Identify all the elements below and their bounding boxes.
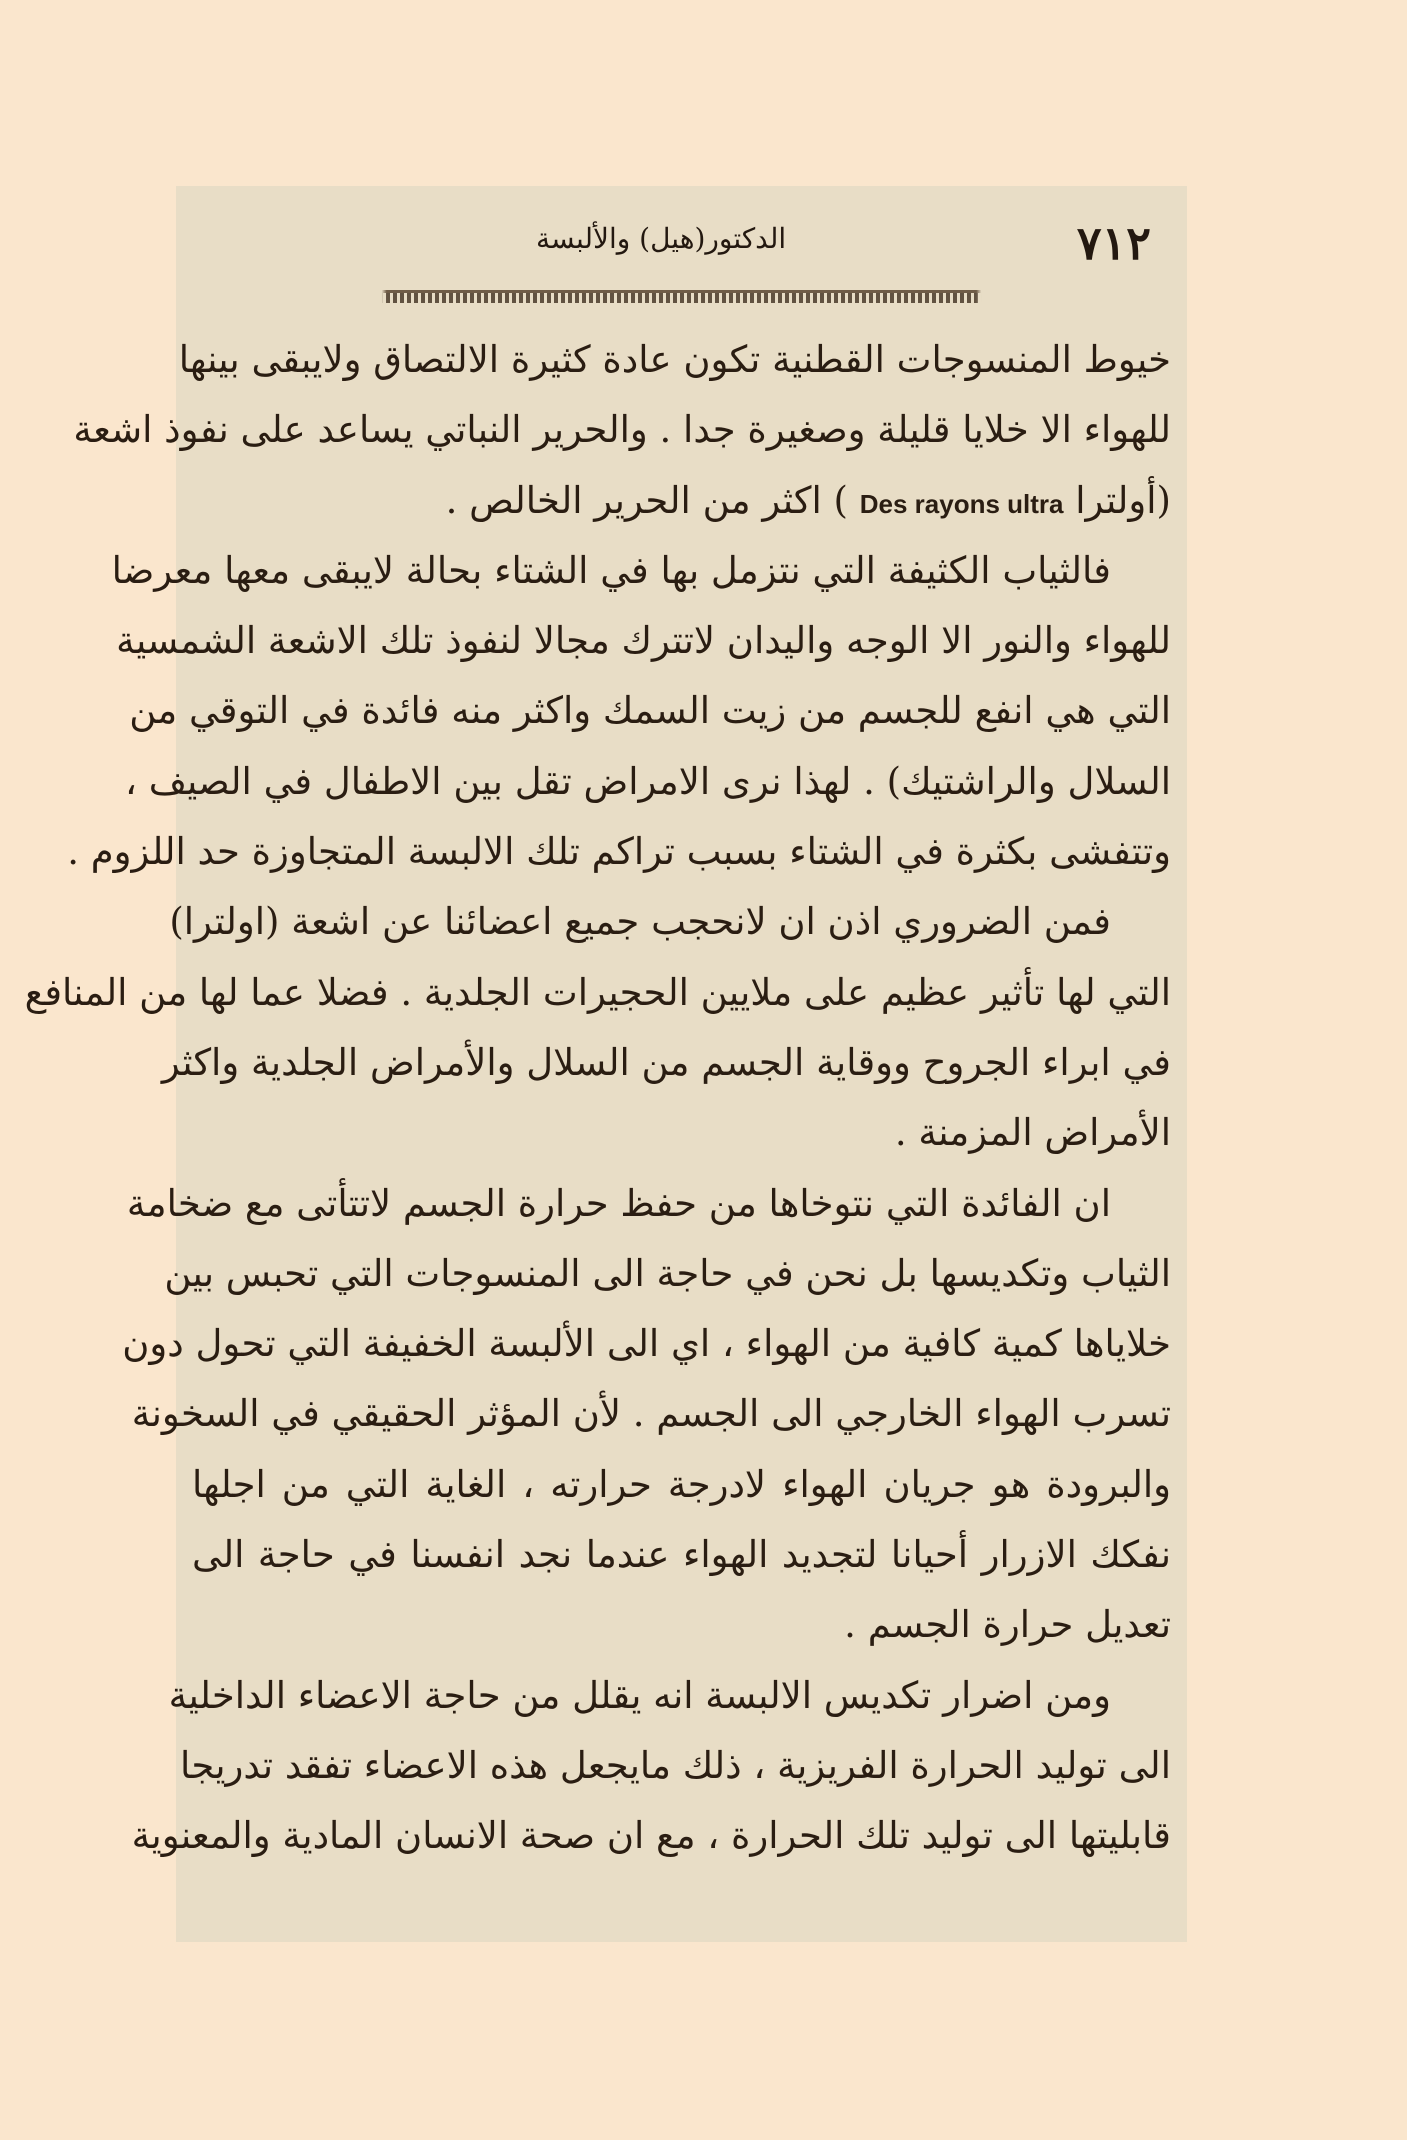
text-line: والبرودة هو جريان الهواء لادرجة حرارته ، الغاية التي من اجلها (192, 1462, 1171, 1506)
text-line: فالثياب الكثيفة التي نتزمل بها في الشتاء بحالة لايبقى معها معرضا (111, 548, 1111, 592)
text-line: قابليتها الى توليد تلك الحرارة ، مع ان صحة الانسان المادية والمعنوية (131, 1814, 1171, 1858)
text-line: فمن الضروري اذن ان لانحجب جميع اعضائنا عن اشعة (اولترا) (169, 900, 1111, 944)
text-line: التي هي انفع للجسم من زيت السمك واكثر منه فائدة في التوقي من (129, 689, 1171, 733)
text-line: التي لها تأثير عظيم على ملايين الحجيرات الجلدية . فضلا عما لها من المنافع (24, 970, 1171, 1014)
text-line: تسرب الهواء الخارجي الى الجسم . لأن المؤثر الحقيقي في السخونة (131, 1392, 1171, 1436)
header-rule (190, 290, 1173, 303)
body-text (24, 325, 1173, 1872)
text-fragment: (أولترا (1063, 478, 1171, 522)
text-line: للهواء والنور الا الوجه واليدان لاتترك مجالا لنفوذ تلك الاشعة الشمسية (116, 619, 1171, 663)
page-number: ٧١٢ (1076, 216, 1151, 270)
latin-term: Des rayons ultra (859, 488, 1064, 519)
text-line: خيوط المنسوجات القطنية تكون عادة كثيرة الالتصاق ولايبقى بينها (178, 338, 1171, 381)
text-line: ان الفائدة التي نتوخاها من حفظ حرارة الجسم لاتتأتى مع ضخامة (126, 1181, 1111, 1225)
text-line: في ابراء الجروح ووقاية الجسم من السلال والأمراض الجلدية واكثر (161, 1040, 1171, 1084)
text-line: للهواء الا خلايا قليلة وصغيرة جدا . والحرير النباتي يساعد على نفوذ اشعة (73, 408, 1171, 452)
text-line: خلاياها كمية كافية من الهواء ، اي الى الألبسة الخفيفة التي تحول دون (122, 1322, 1171, 1366)
text-line: الى توليد الحرارة الفريزية ، ذلك مايجعل هذه الاعضاء تفقد تدريجا (180, 1743, 1171, 1787)
text-line (192, 466, 1171, 536)
book-page (24, 186, 1187, 1942)
text-line: ومن اضرار تكديس الالبسة انه يقلل من حاجة الاعضاء الداخلية (168, 1673, 1111, 1717)
text-line: وتتفشى بكثرة في الشتاء بسبب تراكم تلك الالبسة المتجاوزة حد اللزوم . (67, 830, 1171, 874)
text-line: تعديل حرارة الجسم . (844, 1603, 1171, 1647)
text-line: السلال والراشتيك) . لهذا نرى الامراض تقل بين الاطفال في الصيف ، (125, 759, 1171, 803)
running-title: الدكتور(هيل) والألبسة (536, 222, 787, 255)
text-line: نفكك الازرار أحيانا لتجديد الهواء عندما نجد انفسنا في حاجة الى (192, 1533, 1171, 1577)
text-line: الثياب وتكديسها بل نحن في حاجة الى المنسوجات التي تحبس بين (164, 1251, 1171, 1295)
text-line: الأمراض المزمنة . (894, 1111, 1171, 1155)
text-fragment: ) اكثر من الحرير الخالص . (445, 478, 860, 522)
